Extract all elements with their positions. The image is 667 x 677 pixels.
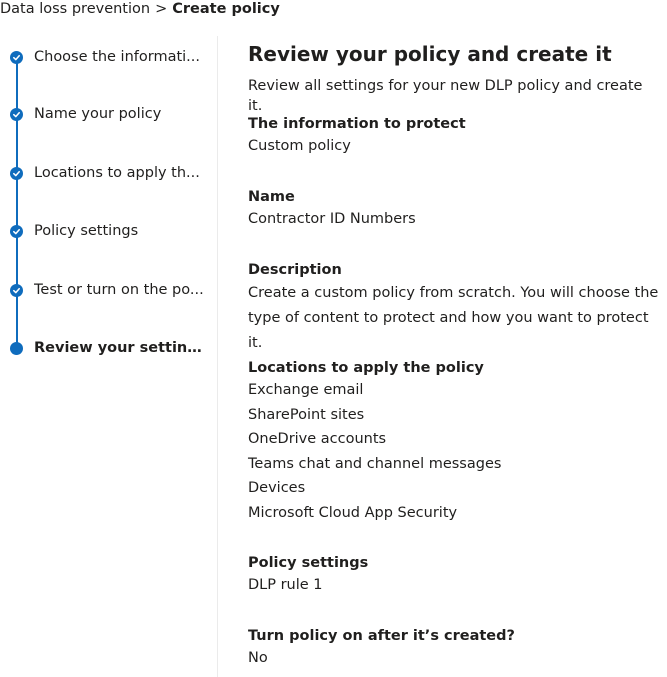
description-heading: Description [248, 262, 342, 278]
description-value: Create a custom policy from scratch. You will choose the type of content to protect and how you want to protect it. [248, 285, 659, 351]
panel-divider [217, 36, 218, 677]
step-name-policy[interactable] [10, 103, 210, 125]
section-policy-settings [248, 553, 660, 598]
checkmark-icon [10, 225, 23, 238]
step-label: Review your settings [34, 340, 206, 356]
checkmark-icon [10, 167, 23, 180]
locations-heading: Locations to apply the policy [248, 360, 484, 376]
information-heading: The information to protect [248, 116, 466, 132]
location-item: Exchange email [248, 382, 364, 398]
section-name [248, 187, 660, 232]
step-label: Policy settings [34, 223, 139, 239]
location-item: Devices [248, 480, 306, 496]
step-label: Choose the informati... [34, 49, 200, 65]
policy-settings-value: DLP rule 1 [248, 577, 323, 593]
step-label: Locations to apply th... [34, 165, 200, 181]
page-title: Review your policy and create it [248, 42, 612, 66]
information-value: Custom policy [248, 138, 351, 154]
progress-rail [16, 56, 18, 348]
section-information [248, 114, 660, 159]
current-step-dot-icon [10, 342, 23, 355]
wizard-steps [0, 40, 210, 677]
step-test-or-turn-on[interactable] [10, 279, 210, 301]
step-choose-information[interactable] [10, 46, 210, 68]
step-review-settings[interactable] [10, 337, 210, 359]
step-locations[interactable] [10, 162, 210, 184]
name-heading: Name [248, 189, 295, 205]
location-item: OneDrive accounts [248, 431, 387, 447]
turn-on-heading: Turn policy on after it’s created? [248, 628, 515, 644]
review-panel [248, 40, 660, 666]
breadcrumb-parent-link[interactable]: Data loss prevention [0, 1, 151, 17]
turn-on-value: No [248, 650, 268, 666]
breadcrumb-separator: > [155, 1, 168, 17]
section-turn-on [248, 626, 660, 671]
section-description [248, 260, 660, 356]
section-locations [248, 358, 660, 525]
checkmark-icon [10, 108, 23, 121]
policy-settings-heading: Policy settings [248, 555, 369, 571]
step-label: Test or turn on the po... [34, 282, 204, 298]
step-label: Name your policy [34, 106, 162, 122]
step-policy-settings[interactable] [10, 220, 210, 242]
breadcrumb [0, 0, 280, 20]
checkmark-icon [10, 51, 23, 64]
location-item: Teams chat and channel messages [248, 455, 502, 472]
intro-text: Review all settings for your new DLP policy and create it. [248, 78, 643, 114]
checkmark-icon [10, 284, 23, 297]
name-value: Contractor ID Numbers [248, 211, 416, 227]
location-item: Microsoft Cloud App Security [248, 504, 458, 521]
breadcrumb-current: Create policy [172, 1, 280, 17]
location-item: SharePoint sites [248, 406, 365, 423]
